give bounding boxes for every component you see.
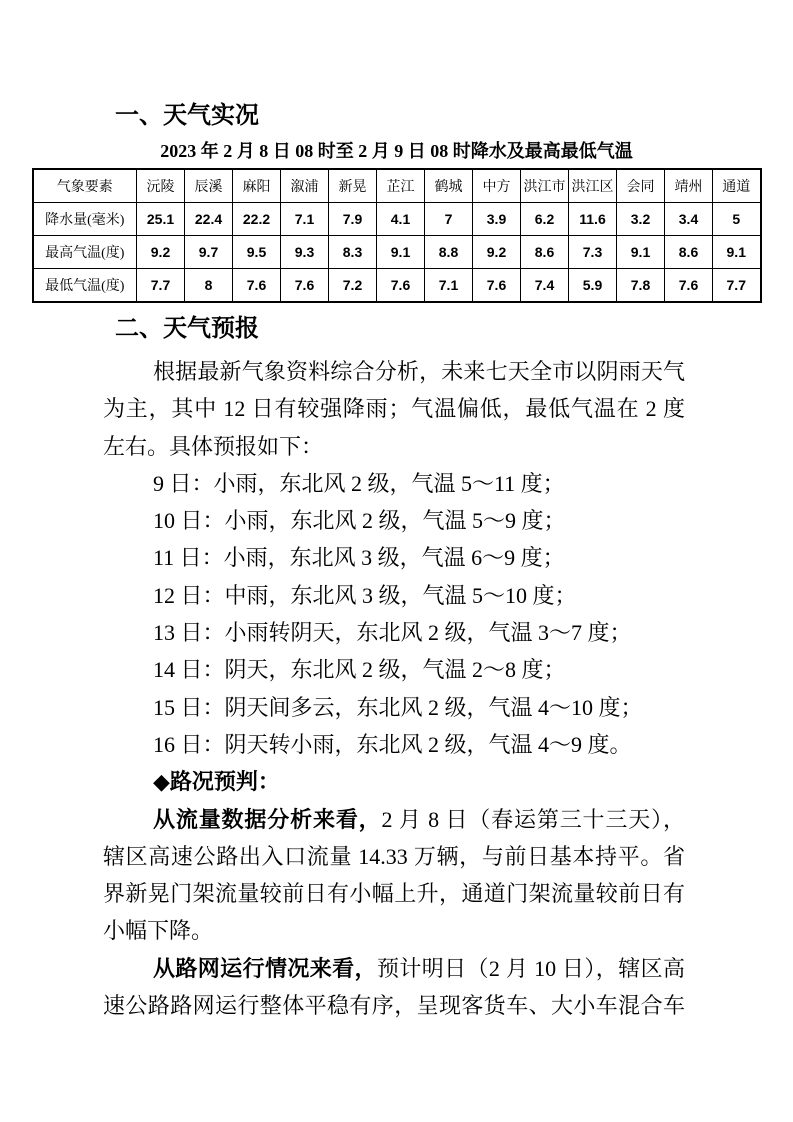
- text-line: [103, 950, 685, 987]
- forecast-line: 12 日：中雨，东北风 3 级，气温 5～10 度；: [153, 582, 577, 608]
- table-header-cell: 鹤城: [425, 169, 473, 203]
- text-line: 小幅下降。: [103, 918, 214, 944]
- table-row: [33, 203, 761, 236]
- table-cell: 11.6: [569, 203, 617, 236]
- text-line: 左右。具体预报如下：: [103, 433, 324, 459]
- table-row: [33, 269, 761, 303]
- forecast-line: 11 日：小雨，东北风 3 级，气温 6～9 度；: [153, 545, 565, 571]
- table-cell: 9.2: [137, 236, 185, 269]
- table-header-row: [33, 169, 761, 203]
- table-cell: 8.3: [329, 236, 377, 269]
- table-cell: 7.6: [233, 269, 281, 303]
- table-cell: 7.2: [329, 269, 377, 303]
- section-1-heading: 一、天气实况: [115, 103, 259, 129]
- road-network-paragraph: [103, 950, 685, 1025]
- weather-table-body: [33, 169, 761, 302]
- table-cell: 7: [425, 203, 473, 236]
- table-cell: 7.8: [617, 269, 665, 303]
- table-header-cell: 气象要素: [33, 169, 137, 203]
- table-cell: 7.3: [569, 236, 617, 269]
- table-title: 2023 年 2 月 8 日 08 时至 2 月 9 日 08 时降水及最高最低气温: [160, 141, 633, 161]
- table-cell: 8: [185, 269, 233, 303]
- bold-run: 从路网运行情况来看，: [153, 955, 377, 981]
- table-header-cell: 麻阳: [233, 169, 281, 203]
- table-header-cell: 中方: [473, 169, 521, 203]
- table-cell: 7.6: [665, 269, 713, 303]
- table-cell: 22.4: [185, 203, 233, 236]
- road-conditions-heading: ◆路况预判：: [153, 769, 280, 795]
- table-row-label: 最低气温(度): [33, 269, 137, 303]
- intro-paragraph: [103, 353, 685, 465]
- text-line: [103, 801, 685, 838]
- body-text: [103, 353, 685, 1024]
- table-cell: 7.6: [281, 269, 329, 303]
- table-cell: 9.5: [233, 236, 281, 269]
- table-cell: 7.1: [425, 269, 473, 303]
- text-run: 2 月 8 日（春运第三十三天），: [381, 806, 685, 832]
- forecast-line: 14 日：阴天，东北风 2 级，气温 2～8 度；: [153, 657, 566, 683]
- table-cell: 9.7: [185, 236, 233, 269]
- table-row-label: 最高气温(度): [33, 236, 137, 269]
- table-cell: 9.2: [473, 236, 521, 269]
- table-cell: 7.6: [473, 269, 521, 303]
- weather-table: [32, 168, 762, 303]
- text-line: 速公路路网运行整体平稳有序，呈现客货车、大小车混合车: [103, 993, 685, 1019]
- section-2-heading: 二、天气预报: [115, 316, 259, 342]
- table-cell: 7.9: [329, 203, 377, 236]
- table-cell: 3.2: [617, 203, 665, 236]
- forecast-line: 10 日：小雨，东北风 2 级，气温 5～9 度；: [153, 508, 566, 534]
- text-line: 界新晃门架流量较前日有小幅上升，通道门架流量较前日有: [103, 881, 685, 907]
- table-header-cell: 沅陵: [137, 169, 185, 203]
- table-cell: 25.1: [137, 203, 185, 236]
- table-header-cell: 洪江区: [569, 169, 617, 203]
- table-cell: 7.7: [713, 269, 761, 303]
- bold-run: 从流量数据分析来看，: [153, 806, 382, 832]
- table-cell: 9.3: [281, 236, 329, 269]
- table-header-cell: 新晃: [329, 169, 377, 203]
- table-cell: 7.1: [281, 203, 329, 236]
- table-header-cell: 靖州: [665, 169, 713, 203]
- text-line: 根据最新气象资料综合分析，未来七天全市以阴雨天气: [153, 359, 685, 384]
- table-cell: 8.6: [521, 236, 569, 269]
- road-flow-paragraph: [103, 801, 685, 950]
- forecast-line: 16 日：阴天转小雨，东北风 2 级，气温 4～9 度。: [153, 731, 632, 757]
- text-line: 辖区高速公路出入口流量 14.33 万辆，与前日基本持平。省: [103, 843, 685, 869]
- table-cell: 9.1: [617, 236, 665, 269]
- table-header-cell: 洪江市: [521, 169, 569, 203]
- table-header-cell: 辰溪: [185, 169, 233, 203]
- table-cell: 3.4: [665, 203, 713, 236]
- forecast-line: 13 日：小雨转阴天，东北风 2 级，气温 3～7 度；: [153, 620, 632, 646]
- table-cell: 5: [713, 203, 761, 236]
- table-cell: 9.1: [377, 236, 425, 269]
- table-cell: 6.2: [521, 203, 569, 236]
- table-header-cell: 会同: [617, 169, 665, 203]
- table-cell: 22.2: [233, 203, 281, 236]
- table-cell: 7.6: [377, 269, 425, 303]
- text-line: 为主，其中 12 日有较强降雨；气温偏低，最低气温在 2 度: [103, 396, 685, 422]
- forecast-list: [103, 465, 685, 763]
- table-cell: 7.4: [521, 269, 569, 303]
- table-cell: 8.6: [665, 236, 713, 269]
- table-header-cell: 通道: [713, 169, 761, 203]
- forecast-line: 15 日：阴天间多云，东北风 2 级，气温 4～10 度；: [153, 694, 643, 720]
- table-row: [33, 236, 761, 269]
- table-cell: 9.1: [713, 236, 761, 269]
- table-cell: 5.9: [569, 269, 617, 303]
- table-header-cell: 芷江: [377, 169, 425, 203]
- table-cell: 7.7: [137, 269, 185, 303]
- table-row-label: 降水量(毫米): [33, 203, 137, 236]
- table-cell: 4.1: [377, 203, 425, 236]
- table-cell: 8.8: [425, 236, 473, 269]
- text-run: 预计明日（2 月 10 日），辖区高: [376, 955, 685, 981]
- forecast-line: 9 日：小雨，东北风 2 级，气温 5～11 度；: [153, 470, 565, 496]
- table-cell: 3.9: [473, 203, 521, 236]
- table-header-cell: 溆浦: [281, 169, 329, 203]
